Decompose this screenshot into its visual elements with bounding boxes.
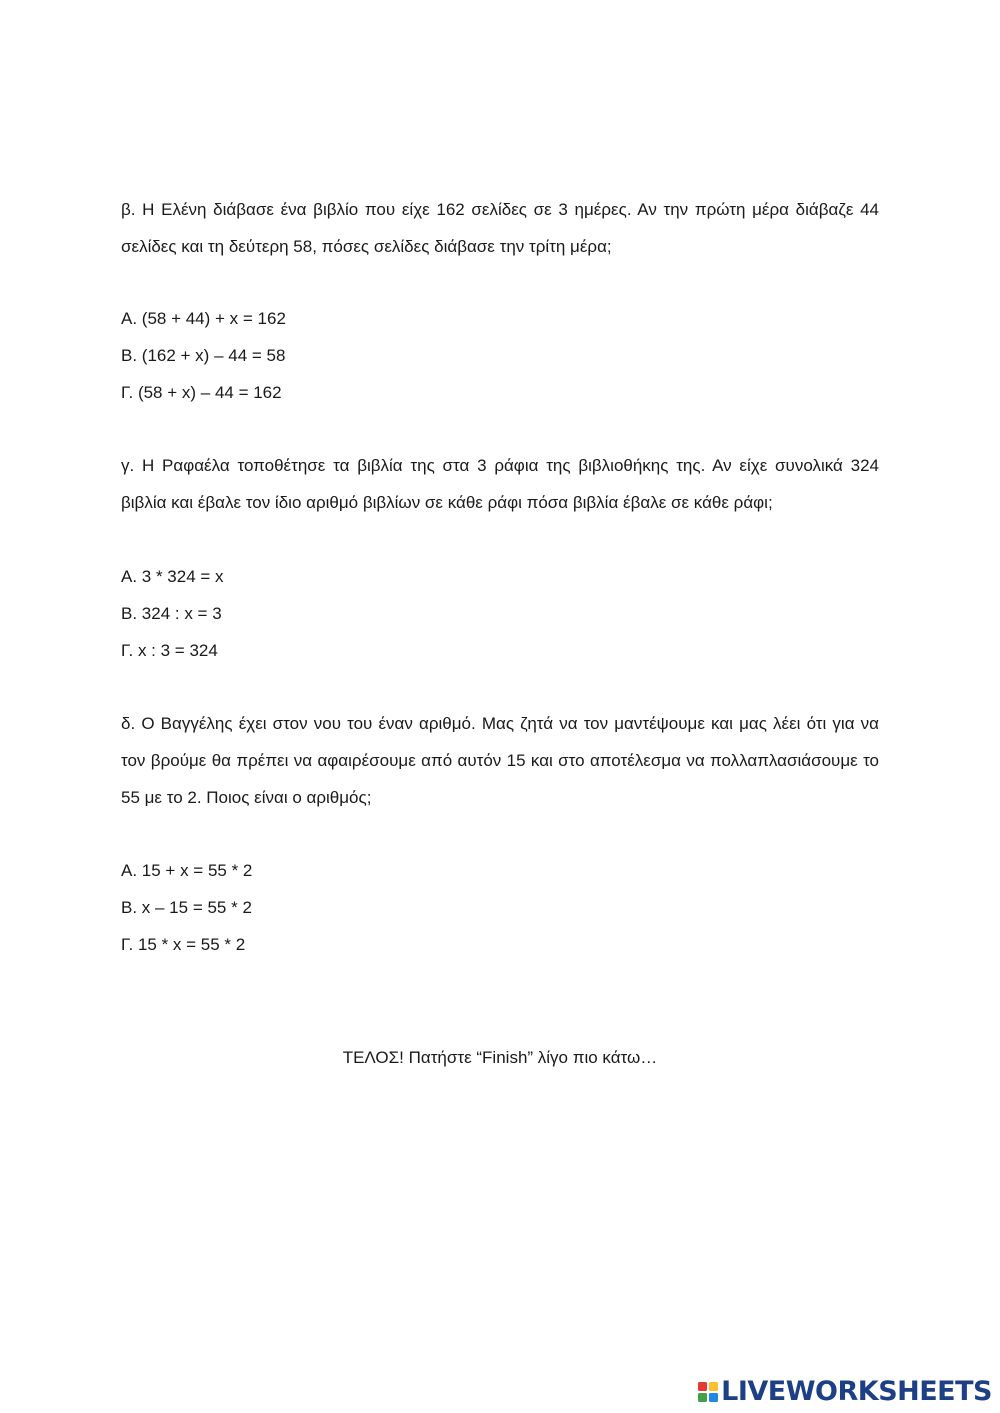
option-delta-b: Β. x – 15 = 55 * 2 [121,898,252,917]
option-gamma-c: Γ. x : 3 = 324 [121,641,218,660]
option-beta-c: Γ. (58 + x) – 44 = 162 [121,383,282,402]
liveworksheets-logo-text: LIVEWORKSHEETS [721,1376,992,1407]
option-delta-a: Α. 15 + x = 55 * 2 [121,861,253,880]
option-beta-b: Β. (162 + x) – 44 = 58 [121,346,286,365]
options-beta [121,300,879,411]
liveworksheets-logo-icon [697,1381,719,1403]
question-beta: β. Η Ελένη διάβασε ένα βιβλίο που είχε 162 σελίδες σε 3 ημέρες. Αν την πρώτη μέρα διάβαζε 44 σελίδες και τη δεύτερη 58, πόσες σελίδες διάβασε την τρίτη μέρα; [121,200,879,256]
options-delta [121,852,879,963]
option-gamma-b: Β. 324 : x = 3 [121,604,222,623]
liveworksheets-logo [697,1377,992,1407]
option-gamma-a: Α. 3 * 324 = x [121,567,224,586]
options-gamma [121,558,879,669]
question-delta: δ. Ο Βαγγέλης έχει στον νου του έναν αριθμό. Μας ζητά να τον μαντέψουμε και μας λέει ότι για να τον βρούμε θα πρέπει να αφαιρέσουμε από αυτόν 15 και στο αποτέλεσμα να πολλαπλασιάσουμε το 55 με το 2. Ποιος είναι ο αριθμός; [121,714,879,807]
ending-note: ΤΕΛΟΣ! Πατήστε “Finish” λίγο πιο κάτω… [342,1048,658,1067]
option-delta-c: Γ. 15 * x = 55 * 2 [121,935,246,954]
question-gamma: γ. Η Ραφαέλα τοποθέτησε τα βιβλία της στα 3 ράφια της βιβλιοθήκης της. Αν είχε συνολικά 324 βιβλία και έβαλε τον ίδιο αριθμό βιβλίων σε κάθε ράφι πόσα βιβλία έβαλε σε κάθε ράφι; [121,456,879,512]
option-beta-a: Α. (58 + 44) + x = 162 [121,309,286,328]
